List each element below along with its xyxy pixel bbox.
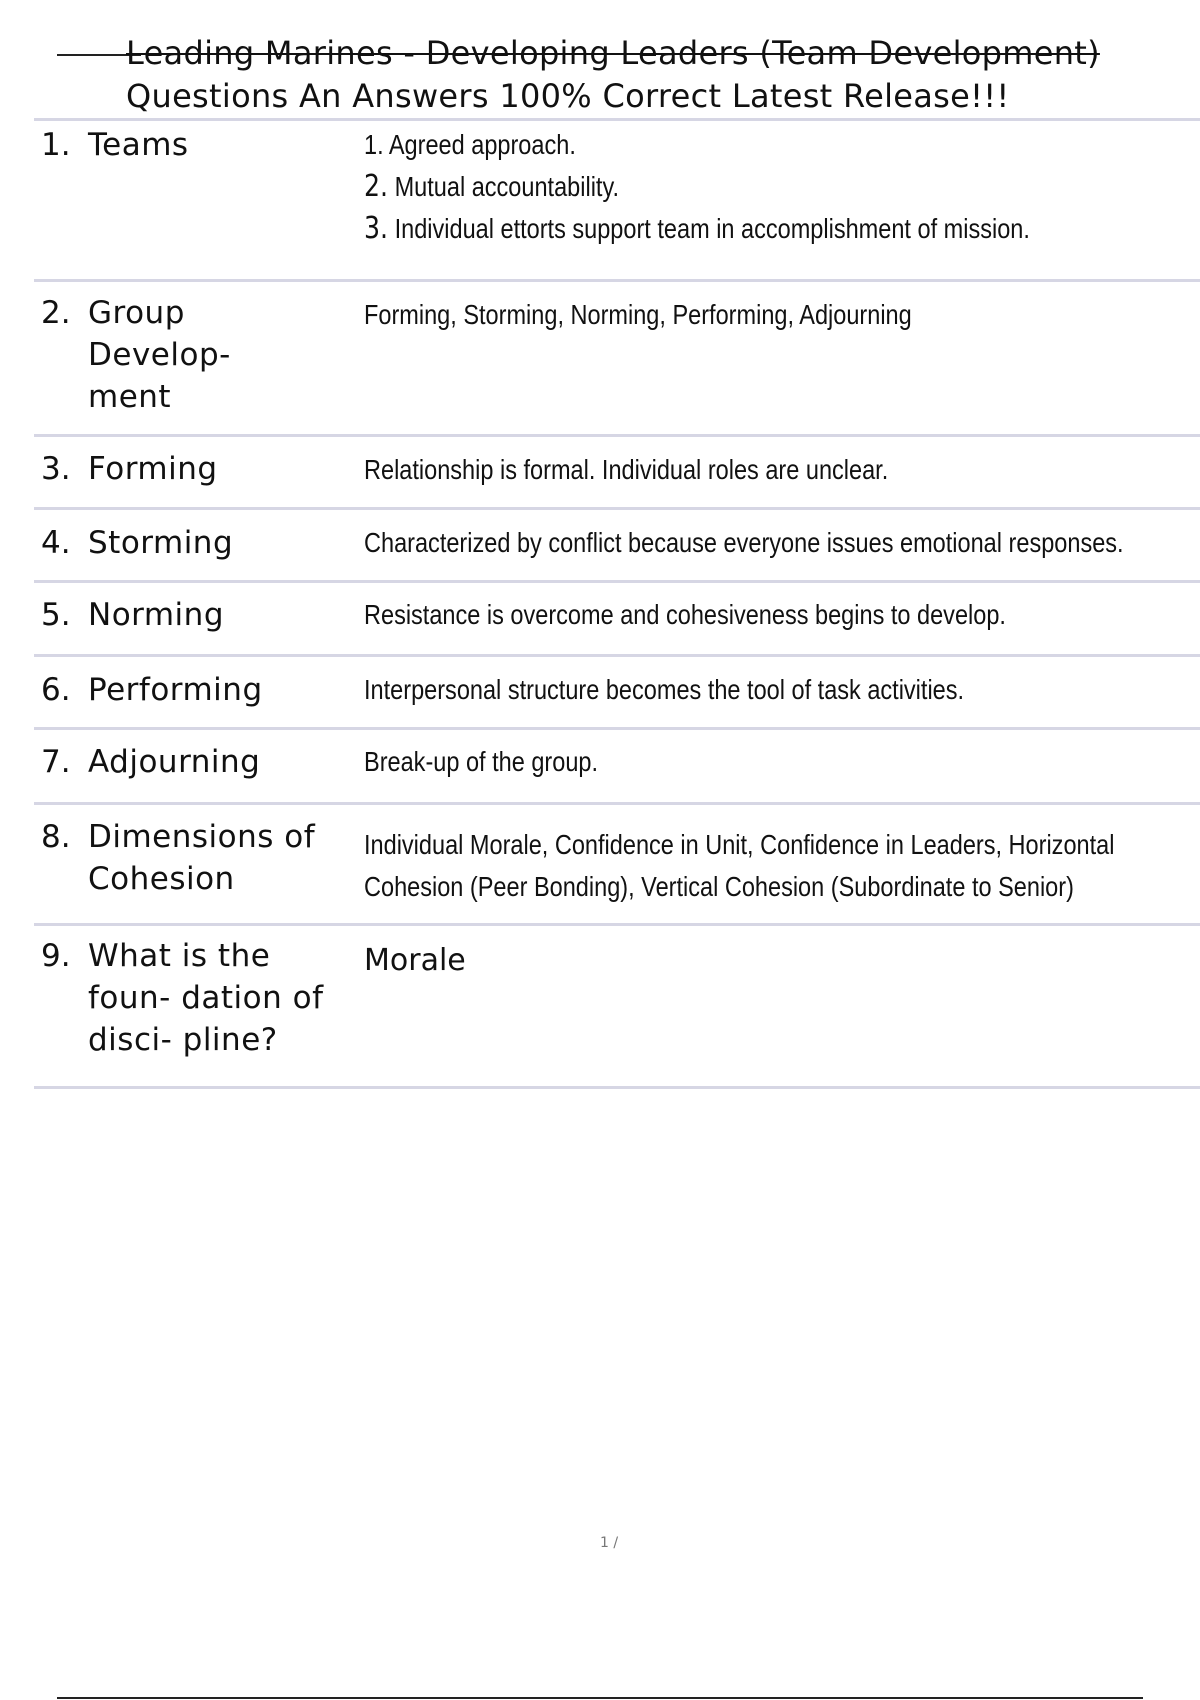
table-row (34, 583, 1200, 657)
answer-list-text: Agreed approach. (388, 129, 576, 160)
row-answer: Interpersonal structure becomes the tool of task activities. (364, 674, 965, 705)
table-row (34, 437, 1200, 510)
row-term: Adjourning (88, 744, 261, 780)
row-term: Forming (88, 451, 218, 487)
table-row (34, 657, 1200, 730)
footer-rule (57, 1697, 1143, 1699)
document-title: Leading Marines - Developing Leaders (Team Development) (126, 34, 1100, 72)
row-number: 6. (41, 672, 71, 708)
table-row (34, 282, 1200, 437)
row-number: 4. (41, 525, 71, 561)
table-row (34, 926, 1200, 1089)
row-answer: Characterized by conflict because everyone issues emotional responses. (364, 527, 1124, 558)
row-term: Performing (88, 672, 263, 708)
answer-list-item (364, 166, 1196, 208)
answer-list-item (364, 208, 1196, 250)
answer-list-number: 3. (364, 211, 389, 246)
table-row (34, 510, 1200, 583)
page-number: 1 / (600, 1535, 619, 1551)
flashcard-table (34, 118, 1200, 1089)
row-answer (364, 124, 1196, 250)
table-row (34, 805, 1200, 926)
row-term: Group Develop- ment (88, 295, 231, 415)
row-answer: Relationship is formal. Individual roles are unclear. (364, 454, 889, 485)
answer-line: Cohesion (Peer Bonding), Vertical Cohesion (Subordinate to Senior) (364, 871, 1074, 902)
answer-line: Individual Morale, Confidence in Unit, Confidence in Leaders, Horizontal (364, 829, 1115, 860)
row-number: 7. (41, 744, 71, 780)
row-number: 5. (41, 597, 71, 633)
row-number: 3. (41, 451, 71, 487)
row-term: Teams (88, 127, 189, 163)
row-number: 8. (41, 819, 71, 855)
row-term: Storming (88, 525, 234, 561)
answer-list-number: 1. (364, 129, 384, 160)
row-number: 2. (41, 295, 71, 331)
row-number: 9. (41, 938, 71, 974)
answer-list-number: 2. (364, 169, 389, 204)
row-answer: Morale (364, 943, 466, 978)
row-term: Dimensions of Cohesion (88, 819, 316, 897)
answer-list-text: Mutual accountability. (394, 171, 620, 202)
answer-list-text: Individual ettorts support team in accomplishment of mission. (394, 213, 1030, 244)
answer-list-item (364, 124, 1196, 166)
row-answer (364, 824, 1196, 908)
row-term: Norming (88, 597, 224, 633)
document-subtitle: Questions An Answers 100% Correct Latest Release!!! (126, 77, 1010, 115)
table-row (34, 121, 1200, 282)
row-answer: Break-up of the group. (364, 746, 599, 777)
row-term: What is the foun- dation of disci- pline? (88, 938, 324, 1058)
row-number: 1. (41, 127, 71, 163)
row-answer: Resistance is overcome and cohesiveness begins to develop. (364, 599, 1006, 630)
row-answer: Forming, Storming, Norming, Performing, Adjourning (364, 299, 912, 330)
table-row (34, 730, 1200, 805)
